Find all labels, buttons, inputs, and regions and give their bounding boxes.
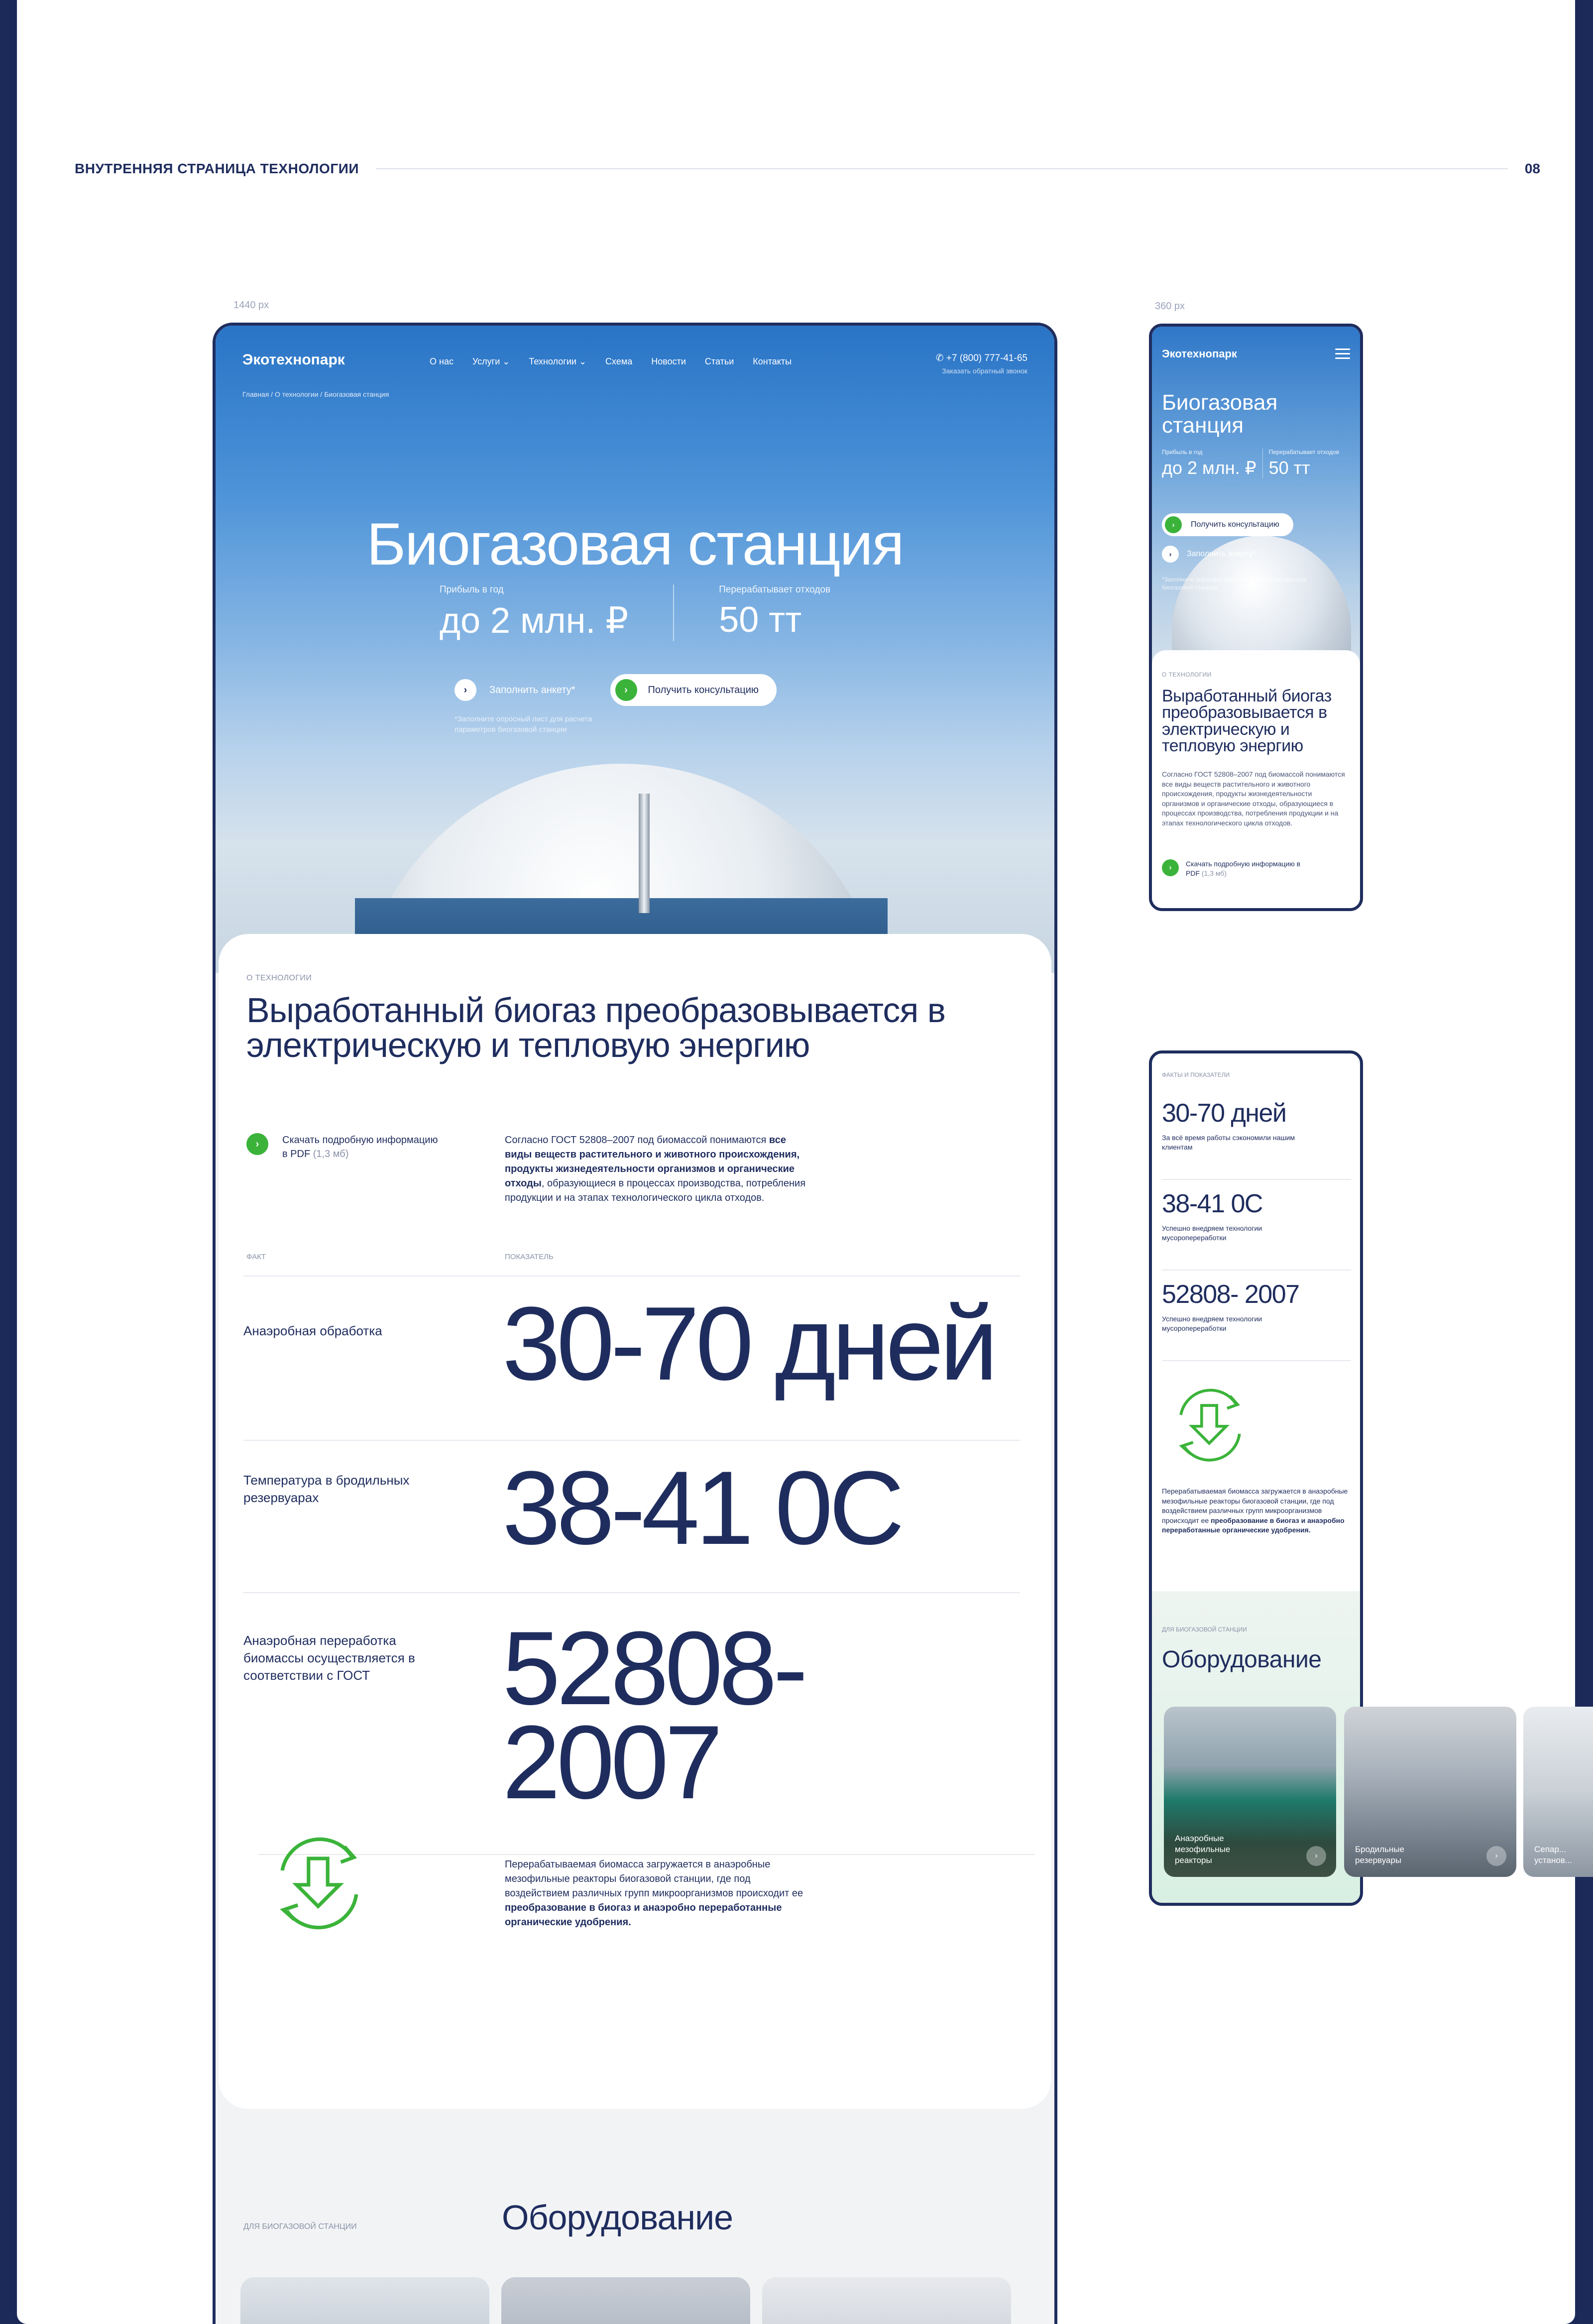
consult-button[interactable]: › Получить консультацию [1162,513,1293,536]
chevron-right-icon: › [1162,859,1179,876]
process-paragraph: Перерабатываемая биомасса загружается в анаэробные мезофильные реакторы биогазовой станции, где под воздействием различных групп микроорганизмов происходит ее преобразование в биогаз и анаэробно переработанные органические удобрения. [505,1859,803,1928]
fact-label: Анаэробная обработка [243,1323,382,1338]
divider [1162,1179,1351,1180]
section-heading: Выработанный биогаз преобразовывается в электрическую и тепловую энергию [1162,687,1332,755]
chevron-right-icon: › [1165,516,1182,533]
pdf-label: Скачать подробную информацию в PDF [282,1135,438,1160]
pdf-download-link[interactable]: › Скачать подробную информацию в PDF (1,3 мб) [1162,859,1315,878]
equipment-heading: Оборудование [1162,1646,1322,1673]
divider [1162,1360,1351,1361]
equipment-card[interactable] [1164,1707,1336,1877]
fact-desc: За всё время работы сэкономили нашим клиентам [1162,1134,1295,1151]
stat-label: Перерабатывает отходов [719,584,831,595]
stat-value: 50 тт [719,600,802,640]
nav-item-scheme[interactable]: Схема [605,356,633,366]
phone-block [936,352,1027,375]
consult-label: Получить консультацию [648,684,759,696]
equipment-card-title: Сепар... установ... [1534,1844,1572,1865]
consult-button[interactable] [610,674,777,706]
stat-label: Прибыль в год [440,584,504,595]
menu-icon[interactable] [1335,349,1350,362]
fact-row [243,1276,1020,1440]
fact-value: 52808- 2007 [1162,1280,1299,1309]
equipment-card-title: Анаэробные мезофильные реакторы [1175,1833,1231,1865]
fact-row [243,1592,1020,1856]
mobile-hero [1152,327,1360,675]
equipment-card[interactable] [240,2277,489,2324]
chevron-right-icon: › [455,679,476,701]
stat-value: до 2 млн. ₽ [440,601,629,641]
page-number: 08 [1524,161,1540,176]
tower-image [639,794,650,913]
survey-button[interactable] [455,679,575,701]
page-title: Биогазовая станция [366,511,904,578]
fact-label: Температура в бродильных резервуарах [243,1473,410,1506]
survey-button[interactable]: › Заполнить анкету* [1162,546,1255,563]
nav-item-technologies[interactable]: Технологии ⌄ [529,356,587,366]
recycle-download-icon [1162,1377,1256,1472]
chevron-right-icon: › [246,1133,268,1155]
desktop-width-label: 1440 px [233,300,269,311]
chevron-right-icon: › [1306,1846,1326,1866]
fact-value: 30-70 дней [502,1285,995,1402]
header [216,326,1054,380]
pdf-download-link[interactable] [246,1133,442,1161]
hero-section [216,326,1054,973]
main-nav [430,356,792,367]
survey-note: *Заполните опросный лист для расчета параметров биогазовой станции [1162,576,1307,591]
fact-value: 30-70 дней [1162,1099,1286,1128]
chevron-right-icon: › [1486,1846,1506,1866]
section-kicker: О ТЕХНОЛОГИИ [1162,671,1212,678]
hero-stats [440,584,830,641]
gost-paragraph: Согласно ГОСТ 52808–2007 под биомассой понимаются все виды веществ растительного и животного происхождения, продукты жизнедеятельности организмов и органические отходы, образующиеся в процессах производства, потребления продукции и на этапах технологического цикла отходов. [505,1135,806,1203]
fact-row [243,1440,1020,1592]
fact-value: 52808- 2007 [502,1610,804,1821]
stat-profit [440,584,628,641]
divider [376,168,1508,169]
desktop-frame [213,323,1057,2324]
mobile-about-card [1152,650,1360,911]
nav-item-about[interactable]: О нас [430,356,454,366]
equipment-card[interactable] [501,2277,750,2324]
stat-divider [1262,449,1263,478]
equipment-card-title: Бродильные резервуары [1355,1844,1404,1865]
about-card [219,934,1051,2109]
section-kicker: ФАКТЫ И ПОКАЗАТЕЛИ [1162,1071,1230,1078]
equipment-card[interactable] [762,2277,1011,2324]
fact-desc: Успешно внедряем технологии мусоропереработки [1162,1224,1262,1242]
nav-item-articles[interactable]: Статьи [704,356,734,366]
fact-item [1162,1279,1351,1333]
sheet-title: ВНУТРЕННЯЯ СТРАНИЦА ТЕХНОЛОГИИ [75,161,359,176]
stat-waste: Перерабатывает отходов 50 тт [1268,449,1339,478]
stat-profit: Прибыль в год до 2 млн. ₽ [1162,449,1256,478]
callback-link[interactable]: Заказать обратный звонок [942,367,1027,375]
chevron-right-icon: › [615,679,637,701]
phone-number[interactable]: ✆ +7 (800) 777-41-65 [935,353,1027,363]
sheet-header [75,161,1540,177]
gost-paragraph: Согласно ГОСТ 52808–2007 под биомассой понимаются все виды веществ растительного и животного происхождения, продукты жизнедеятельности организмов и органические отходы, образующиеся в процессах производства, потребления продукции и на этапах технологического цикла отходов. [1162,770,1345,827]
process-paragraph: Перерабатываемая биомасса загружается в анаэробные мезофильные реакторы биогазовой станции, где под воздействием различных групп микроорганизмов происходит ее преобразование в биогаз и анаэробно переработанные органические удобрения. [1162,1487,1348,1534]
equipment-card[interactable] [1344,1707,1516,1877]
pdf-size: (1,3 мб) [313,1149,349,1160]
column-header-fact: ФАКТ [246,1253,266,1261]
hero-buttons [455,674,777,706]
equipment-kicker: ДЛЯ БИОГАЗОВОЙ СТАНЦИИ [1162,1626,1247,1633]
mobile-frame-hero [1149,324,1363,911]
fact-value: 38-41 0С [502,1449,901,1566]
stat-waste [719,584,830,641]
equipment-carousel [240,2277,1011,2324]
nav-item-news[interactable]: Новости [651,356,686,366]
hero-stats [1162,449,1339,478]
recycle-download-icon [258,1823,378,1942]
page-title: Биогазовая станция [1162,390,1278,438]
fact-item [1162,1098,1351,1152]
mobile-width-label: 360 px [1155,301,1185,312]
equipment-kicker: ДЛЯ БИОГАЗОВОЙ СТАНЦИИ [243,2222,357,2231]
column-header-value: ПОКАЗАТЕЛЬ [505,1253,554,1261]
phone-icon: ✆ [935,353,946,363]
nav-item-contacts[interactable]: Контакты [753,356,792,366]
fact-label: Анаэробная переработка биомассы осуществляется в соответствии с ГОСТ [243,1633,415,1683]
fact-desc: Успешно внедряем технологии мусоропереработки [1162,1315,1262,1332]
section-kicker: О ТЕХНОЛОГИИ [246,974,312,982]
logo[interactable]: Экотехнопарк [1162,348,1237,360]
survey-label: Заполнить анкету* [489,684,575,696]
stat-divider [673,584,674,641]
chevron-right-icon: › [1162,546,1179,563]
equipment-heading: Оборудование [502,2198,733,2237]
equipment-card[interactable] [1523,1707,1593,1877]
survey-note: *Заполните опросный лист для расчета параметров биогазовой станции [455,715,592,734]
divider [1162,1270,1351,1271]
section-heading: Выработанный биогаз преобразовывается в электрическую и тепловую энергию [246,991,945,1064]
fact-value: 38-41 0С [1162,1189,1262,1218]
breadcrumb[interactable]: Главная / О технологии / Биогазовая станция [242,390,389,398]
nav-item-services[interactable]: Услуги ⌄ [472,356,510,366]
logo[interactable]: Экотехнопарк [242,351,345,368]
fact-item [1162,1189,1351,1243]
